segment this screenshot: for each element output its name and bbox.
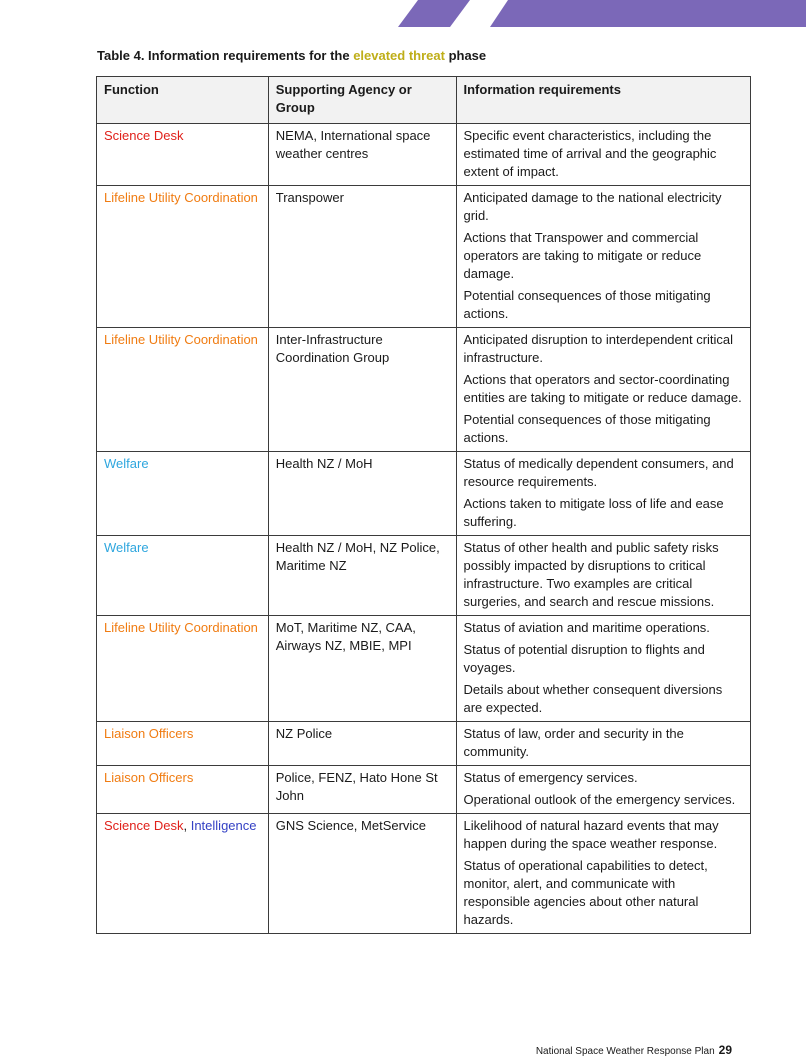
requirement-item: Status of operational capabilities to detect, monitor, alert, and communicate with responsible agencies about other natural hazards.	[463, 858, 708, 927]
requirement-item: Actions taken to mitigate loss of life and ease suffering.	[463, 496, 724, 529]
header-function: Function	[97, 77, 269, 124]
footer-title: National Space Weather Response Plan	[535, 1046, 715, 1057]
agency-cell: NZ Police	[268, 722, 456, 766]
requirement-item: Status of law, order and security in the community.	[463, 726, 684, 759]
caption-suffix: phase	[444, 48, 487, 63]
function-cell	[97, 536, 269, 616]
requirement-item: Details about whether consequent diversions are expected.	[463, 682, 723, 715]
table-row	[97, 616, 751, 722]
caption-highlight: elevated threat	[353, 48, 445, 63]
requirements-cell	[456, 814, 751, 934]
header-agency: Supporting Agency or Group	[268, 77, 456, 124]
agency-cell: Health NZ / MoH, NZ Police, Maritime NZ	[268, 536, 456, 616]
function-label: Lifeline Utility Coordination	[104, 190, 258, 205]
agency-cell: Transpower	[268, 186, 456, 328]
function-cell	[97, 722, 269, 766]
function-label: Intelligence	[190, 818, 257, 833]
function-label: Science Desk	[104, 818, 184, 833]
function-label: Lifeline Utility Coordination	[104, 332, 258, 347]
agency-cell: Health NZ / MoH	[268, 452, 456, 536]
function-cell	[97, 452, 269, 536]
table-row	[97, 124, 751, 186]
requirement-item: Specific event characteristics, including the estimated time of arrival and the geographic extent of impact.	[463, 128, 717, 179]
table-row	[97, 328, 751, 452]
agency-cell: Inter-Infrastructure Coordination Group	[268, 328, 456, 452]
requirement-item: Operational outlook of the emergency services.	[463, 792, 736, 807]
page-footer	[536, 1043, 732, 1057]
function-label: Liaison Officers	[104, 726, 194, 741]
requirements-cell	[456, 328, 751, 452]
table-row	[97, 536, 751, 616]
table-header-row	[97, 77, 751, 124]
table-row	[97, 766, 751, 814]
requirements-cell	[456, 722, 751, 766]
header-decoration-bar	[490, 0, 806, 27]
requirement-item: Actions that Transpower and commercial operators are taking to mitigate or reduce damage.	[463, 230, 702, 281]
information-requirements-table	[96, 76, 751, 934]
requirement-item: Status of medically dependent consumers, and resource requirements.	[463, 456, 734, 489]
function-cell	[97, 124, 269, 186]
requirement-item: Status of emergency services.	[463, 770, 638, 785]
function-label: Science Desk	[104, 128, 184, 143]
requirement-item: Actions that operators and sector-coordinating entities are taking to mitigate or reduce damage.	[463, 372, 742, 405]
requirement-item: Anticipated disruption to interdependent critical infrastructure.	[463, 332, 734, 365]
table-row	[97, 814, 751, 934]
function-label: Liaison Officers	[104, 770, 194, 785]
function-label: Welfare	[104, 540, 149, 555]
requirement-item: Status of aviation and maritime operations.	[463, 620, 710, 635]
table-row	[97, 452, 751, 536]
function-cell	[97, 328, 269, 452]
function-cell	[97, 186, 269, 328]
header-decoration-band	[398, 0, 470, 27]
requirement-item: Potential consequences of those mitigating actions.	[463, 412, 711, 445]
table-caption	[97, 48, 486, 63]
agency-cell: GNS Science, MetService	[268, 814, 456, 934]
function-cell	[97, 814, 269, 934]
page-number: 29	[718, 1043, 732, 1057]
requirements-cell	[456, 766, 751, 814]
function-cell	[97, 616, 269, 722]
function-label: Lifeline Utility Coordination	[104, 620, 258, 635]
requirements-cell	[456, 536, 751, 616]
requirement-item: Likelihood of natural hazard events that may happen during the space weather response.	[463, 818, 719, 851]
function-label: Welfare	[104, 456, 149, 471]
table-row	[97, 186, 751, 328]
requirements-cell	[456, 124, 751, 186]
requirement-item: Status of other health and public safety risks possibly impacted by disruptions to critical infrastructure. Two examples are critical surgeries, and search and rescue missions.	[463, 540, 719, 609]
agency-cell: MoT, Maritime NZ, CAA, Airways NZ, MBIE, MPI	[268, 616, 456, 722]
function-cell	[97, 766, 269, 814]
requirements-cell	[456, 186, 751, 328]
requirements-cell	[456, 452, 751, 536]
agency-cell: Police, FENZ, Hato Hone St John	[268, 766, 456, 814]
agency-cell: NEMA, International space weather centres	[268, 124, 456, 186]
table-row	[97, 722, 751, 766]
requirement-item: Status of potential disruption to flights and voyages.	[463, 642, 705, 675]
function-label: ,	[183, 818, 191, 833]
requirements-cell	[456, 616, 751, 722]
header-requirements: Information requirements	[456, 77, 751, 124]
requirement-item: Anticipated damage to the national electricity grid.	[463, 190, 722, 223]
requirement-item: Potential consequences of those mitigating actions.	[463, 288, 711, 321]
caption-prefix: Table 4. Information requirements for the	[97, 48, 354, 63]
